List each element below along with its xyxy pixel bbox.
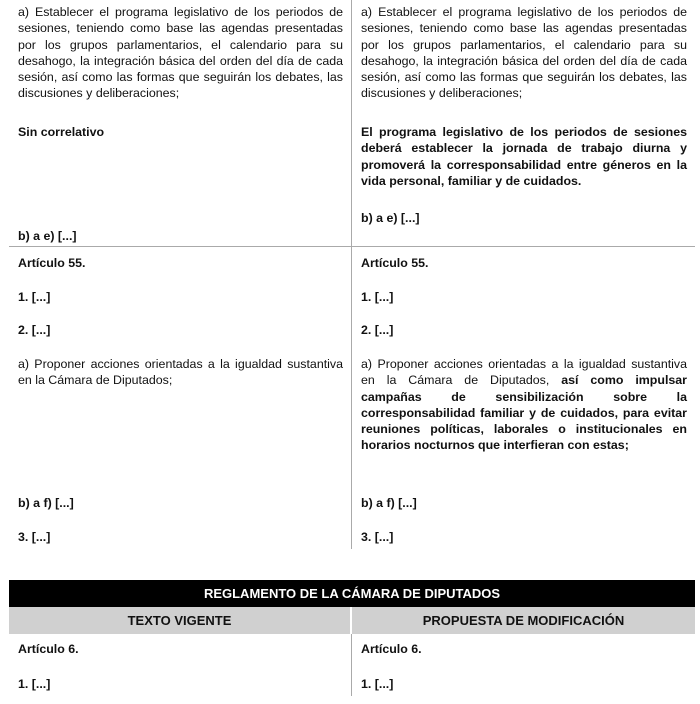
propuesta-fraccion-a: a) Establecer el programa legislativo de los periodos de sesiones, teniendo como base las agendas presentadas por los grupos parlamentarios, el calendario para su desahogo, la integración básica del orden del día de cada sesión, así como las formas que seguirán los debates, las discusiones y deliberaciones; [361,5,687,101]
texto-vigente-fracciones-b-e: b) a e) [...] [18,229,77,243]
propuesta-parrafo-adicionado: El programa legislativo de los periodos de sesiones deberá establecer la jornada de trabajo diurna y promoverá la corresponsabilidad entre géneros en la vida personal, familiar y de cuidados. [361,125,687,188]
column-header-propuesta: PROPUESTA DE MODIFICACIÓN [422,613,625,628]
numeral-1: 1. [...] [18,290,51,304]
articulo-55-heading: Artículo 55. [361,256,429,270]
right-cell [352,0,695,246]
texto-vigente-fraccion-a: a) Establecer el programa legislativo de los periodos de sesiones, teniendo como base las agendas presentadas por los grupos parlamentarios, el calendario para su desahogo, la integración básica del orden del día de cada sesión, así como las formas que seguirán los debates, las discusiones y deliberaciones; [18,5,343,101]
propuesta-inciso-a [361,356,687,454]
left-cell [9,0,352,246]
table-title: REGLAMENTO DE LA CÁMARA DE DIPUTADOS [9,580,695,607]
right-cell [352,247,695,549]
articulo-6-heading: Artículo 6. [18,642,79,656]
propuesta-incisos-b-f: b) a f) [...] [361,496,417,510]
table-row [9,0,695,246]
numeral-1: 1. [...] [361,677,394,691]
table-column-headers [9,607,695,634]
numeral-1: 1. [...] [361,290,394,304]
sin-correlativo-label: Sin correlativo [18,125,105,139]
numeral-2: 2. [...] [18,323,51,337]
numeral-2: 2. [...] [361,323,394,337]
table-row [9,246,695,549]
left-cell [9,634,352,696]
right-cell [352,634,695,696]
texto-vigente-incisos-b-f: b) a f) [...] [18,496,74,510]
table-row [9,634,695,696]
texto-vigente-inciso-a: a) Proponer acciones orientadas a la igualdad sustantiva en la Cámara de Diputados; [18,357,343,388]
left-cell [9,247,352,549]
comparison-table-2 [9,634,695,696]
numeral-3: 3. [...] [18,530,51,544]
articulo-6-heading: Artículo 6. [361,642,422,656]
propuesta-fracciones-b-e: b) a e) [...] [361,211,420,225]
propuesta-inciso-a-texto: a) Proponer acciones orientadas a la igualdad sustantiva en la Cámara de Diputados, [361,357,687,388]
numeral-1: 1. [...] [18,677,51,691]
column-header-texto-vigente: TEXTO VIGENTE [9,607,352,634]
articulo-55-heading: Artículo 55. [18,256,86,270]
propuesta-inciso-a-adicion: así como impulsar campañas de sensibilización sobre la corresponsabilidad familiar y de cuidados, para evitar reuniones políticas, laborales o institucionales en horarios nocturnos que interfieran con estas; [361,373,687,453]
comparison-table-1 [9,0,695,549]
numeral-3: 3. [...] [361,530,394,544]
